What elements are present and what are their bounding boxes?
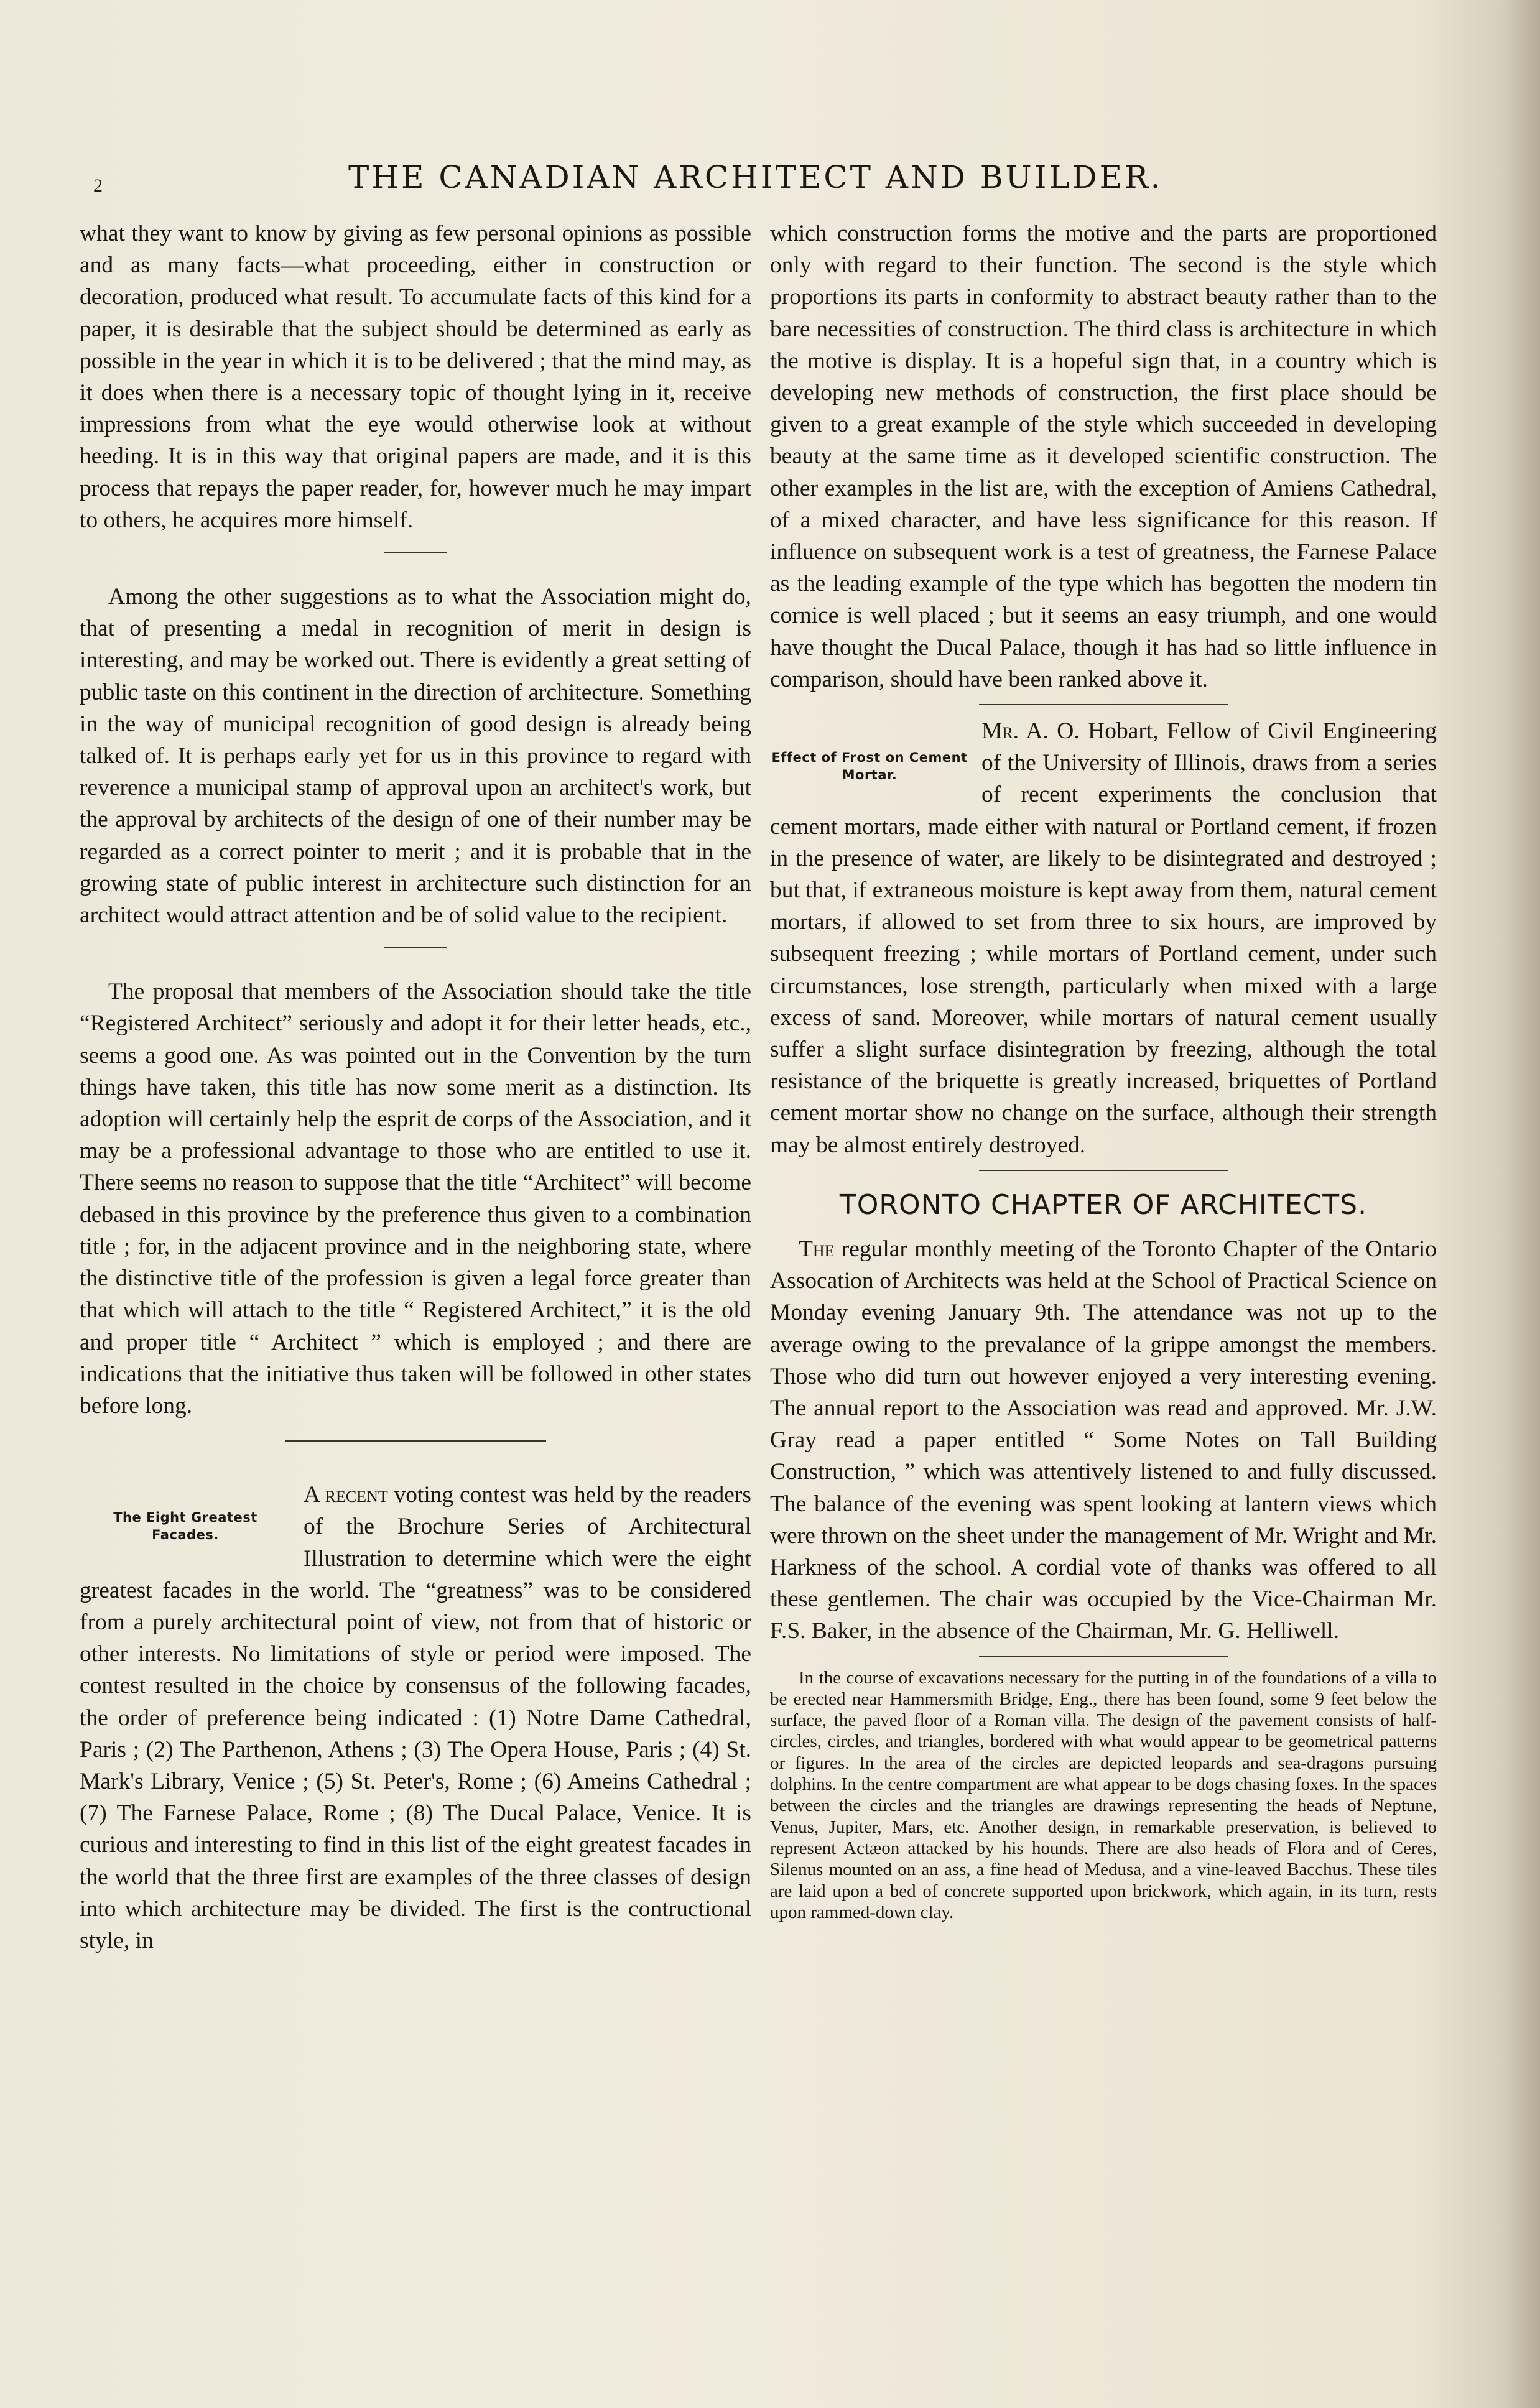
section-divider — [285, 1440, 546, 1442]
section-divider — [384, 947, 447, 948]
paragraph-lead: A recent — [304, 1482, 388, 1508]
left-column — [80, 218, 751, 1956]
section-divider — [979, 704, 1228, 705]
page-edge-shadow — [1503, 0, 1540, 2408]
paragraph-body: A. O. Hobart, Fellow of Civil Engineering of the University of Illinois, draws from a series of recent experiments the conclusion that cement mortars, made either with natural or Portland cement, if frozen in the presence of water, are likely to be disintegrated and destroyed ; but that, if extraneous moisture is kept away from them, natural cement mortars, if allowed to set from three to six hours, are improved by subsequent freezing ; while mortars of Portland cement, under such circumstances, lose strength, particularly when mixed with a large excess of sand. Moreover, while mortars of natural cement usually suffer a slight surface disintegration by freezing, although the total resistance of the briquette is greatly increased, briquettes of Portland cement mortar show no change on the surface, although their strength may be almost entirely destroyed. — [770, 718, 1437, 1158]
right-paragraph-1: which construction forms the motive and the parts are proportioned only with regard to their function. The second is the style which proportions its parts in conformity to abstract beauty rather than to the bare necessities of construction. The third class is architecture in which the motive is display. It is a hopeful sign that, in a country which is developing new methods of construction, the first place should be given to a great example of the style which succeeded in developing beauty at the same time as it developed scientific construction. The other examples in the list are, with the exception of Amiens Cathedral, of a mixed character, and have less significance for this reason. If influence on subsequent work is a test of greatness, the Farnese Palace as the leading example of the type which has begotten the modern tin cornice is well placed ; but it seems an easy triumph, and one would have thought the Ducal Palace, though it has had so little influence in comparison, should have been ranked above it. — [770, 221, 1437, 692]
frost-section — [770, 715, 1437, 1161]
right-column — [770, 218, 1437, 1923]
section-divider — [384, 552, 447, 553]
paragraph-body: voting contest was held by the readers of the Brochure Series of Architectural Illustration to determine which were the eight greatest facades in the world. The “greatness” was to be considered from a purely architectural point of view, not from that of historic or other interests. No limitations of style or period were imposed. The contest resulted in the choice by consensus of the following facades, the order of preference being indicated : (1) Notre Dame Cathedral, Paris ; (2) The Parthenon, Athens ; (3) The Opera House, Paris ; (4) St. Mark's Library, Venice ; (5) St. Peter's, Rome ; (6) Ameins Cathedral ; (7) The Farnese Palace, Rome ; (8) The Ducal Palace, Venice. It is curious and interesting to find in this list of the eight greatest facades in the world that the three first are examples of the three classes of design into which architecture may be divided. The first is the contructional style, in — [80, 1482, 751, 1953]
running-head: THE CANADIAN ARCHITECT AND BUILDER. — [348, 159, 1163, 195]
paragraph-body: regular monthly meeting of the Toronto Chapter of the Ontario Assocation of Architects was held at the School of Practical Science on Monday evening January 9th. The attendance was not up to the average owing to the prevalance of la grippe amongst the members. Those who did turn out however enjoyed a very interesting evening. The annual report to the Association was read and approved. Mr. J.W. Gray read a paper entitled “ Some Notes on Tall Building Construction, ” which was attentively listened to and fully discussed. The balance of the evening was spent looking at lantern views which were thrown on the sheet under the management of Mr. Wright and Mr. Harkness of the school. A cordial vote of thanks was offered to all these gentlemen. The chair was occupied by the Vice-Chairman Mr. F.S. Baker, in the absence of the Chairman, Mr. G. Helliwell. — [770, 1236, 1437, 1644]
right-paragraph-3 — [770, 1233, 1437, 1647]
sidenote-facades: The Eight Greatest Facades. — [113, 1510, 257, 1543]
left-paragraph-2: Among the other suggestions as to what the Association might do, that of presenting a medal in recognition of merit in design is interesting, and may be worked out. There is evidently a great setting of public taste on this continent in the direction of architecture. Something in the way of municipal recognition of good design is already being talked of. It is perhaps early yet for us in this province to regard with reverence a municipal stamp of approval upon an architect's work, but the approval by architects of the design of one of their number may be regarded as a correct pointer to merit ; and it is probable that in the growing state of public interest in architecture such distinction for an architect would attract attention and be of solid value to the recipient. — [80, 584, 751, 928]
section-divider — [979, 1170, 1228, 1171]
paragraph-lead: The — [799, 1236, 835, 1262]
section-heading: TORONTO CHAPTER OF ARCHITECTS. — [839, 1188, 1368, 1221]
left-paragraph-1: what they want to know by giving as few personal opinions as possible and as many facts—what proceeding, either in construction or decoration, produced what result. To accumulate facts of this kind for a paper, it is desirable that the subject should be determined as early as possible in the year in which it is to be delivered ; that the mind may, as it does when there is a necessary topic of thought lying in it, receive impressions from what the eye would otherwise look at without heeding. It is in this way that original papers are made, and it is this process that repays the paper reader, for, however much he may impart to others, he acquires more himself. — [80, 221, 751, 533]
sidenote-frost: Effect of Frost on Cement Mortar. — [771, 750, 968, 783]
left-paragraph-3: The proposal that members of the Association should take the title “Registered Architect” seriously and adopt it for their letter heads, etc., seems a good one. As was pointed out in the Convention by the turn things have taken, this title has now some merit as a distinction. Its adoption will certainly help the esprit de corps of the Association, and it may be a professional advantage to those who are entitled to use it. There seems no reason to suppose that the title “Architect” will become debased in this province by the preference thus given to a combination title ; for, in the adjacent province and in the neighboring state, where the distinctive title of the profession is given a legal force greater than that which will attach to the title “ Registered Architect,” it is the old and proper title “ Architect ” which is employed ; and there are indications that the initiative thus taken will be followed in other states before long. — [80, 979, 751, 1419]
left-paragraph-4 — [80, 1479, 751, 1956]
page-number: 2 — [93, 175, 103, 196]
section-divider — [979, 1656, 1228, 1657]
paragraph-lead: Mr. — [981, 718, 1019, 744]
facades-section — [80, 1479, 751, 1956]
footnote-roman-villa: In the course of excavations necessary for the putting in of the foundations of a villa to be erected near Hammersmith Bridge, Eng., there has been found, some 9 feet below the surface, the paved floor of a Roman villa. The design of the pavement consists of half-circles, circles, and triangles, bordered with what would appear to be geometrical patterns or figures. In the area of the circles are depicted leopards and sea-dragons pursuing dolphins. In the centre compartment are what appear to be dogs chasing foxes. In the spaces between the circles and the triangles are drawings representing the heads of Neptune, Venus, Jupiter, Mars, etc. Another design, in remarkable preservation, is believed to represent Actæon attacked by his hounds. There are also heads of Flora and of Ceres, Silenus mounted on an ass, a fine head of Medusa, and a vine-leaved Bacchus. These tiles are laid upon a bed of concrete supported upon brickwork, which again, in its turn, rests upon rammed-down clay. — [770, 1667, 1437, 1922]
